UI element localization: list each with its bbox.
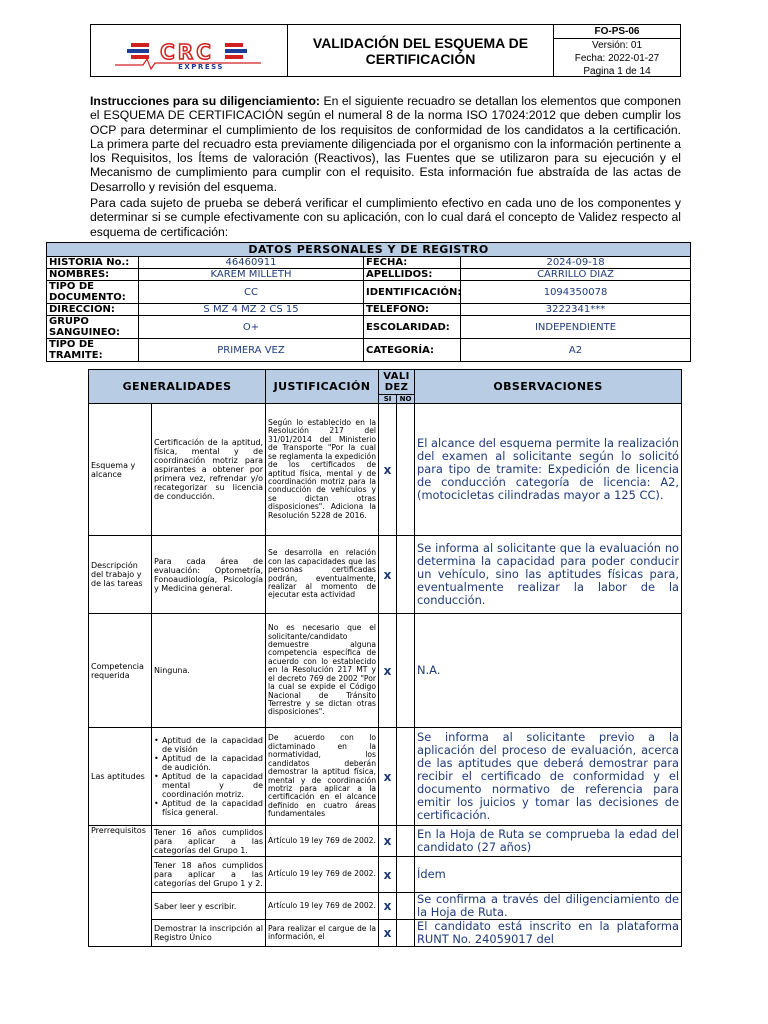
aptitude-item: • Aptitud de la capacidad física general.	[154, 799, 263, 817]
row-observation: N.A.	[415, 614, 682, 728]
label-nombres: NOMBRES:	[47, 269, 139, 281]
row-general: Competencia requerida	[89, 614, 152, 728]
document-version: Versión: 01	[591, 40, 643, 51]
value-escolaridad: INDEPENDIENTE	[461, 316, 691, 339]
row-description: Demostrar la inscripción al Registro Único	[152, 920, 266, 947]
svg-text:CRC: CRC	[160, 40, 214, 64]
row-observation: El candidato está inscrito en la plataforma RUNT No. 24059017 del	[415, 920, 682, 947]
label-fecha: FECHA:	[364, 257, 461, 269]
table-row	[89, 536, 682, 614]
header-observaciones: OBSERVACIONES	[415, 370, 682, 404]
label-tipo-documento: TIPO DE DOCUMENTO:	[47, 281, 139, 304]
value-grupo-sanguineo: O+	[139, 316, 364, 339]
validity-si-mark: x	[379, 404, 397, 536]
row-justification: Se desarrolla en relación con las capacidades que las personas certificadas podrán, eventualmente, realizar al momento de ejecutar esta actividad	[266, 536, 379, 614]
row-general: Esquema y alcance	[89, 404, 152, 536]
value-fecha: 2024-09-18	[461, 257, 691, 269]
validity-no-mark	[397, 920, 415, 947]
label-identificacion: IDENTIFICACIÓN:	[364, 281, 461, 304]
personal-row	[47, 257, 691, 269]
table-row	[89, 857, 682, 893]
validation-table	[88, 369, 682, 947]
table-row	[89, 920, 682, 947]
header-generalidades: GENERALIDADES	[89, 370, 266, 404]
value-tipo-documento: CC	[139, 281, 364, 304]
row-description: Saber leer y escribir.	[152, 893, 266, 920]
table-row	[89, 893, 682, 920]
table-row	[89, 728, 682, 826]
document-code: FO-PS-06	[554, 25, 680, 39]
label-telefono: TELEFONO:	[364, 304, 461, 316]
aptitude-item: • Aptitud de la capacidad mental y de coordinación motriz.	[154, 772, 263, 799]
row-justification: Artículo 19 ley 769 de 2002.	[266, 893, 379, 920]
label-categoria: CATEGORÍA:	[364, 339, 461, 362]
row-justification: Artículo 19 ley 769 de 2002.	[266, 857, 379, 893]
company-logo	[91, 25, 288, 76]
row-observation: Ídem	[415, 857, 682, 893]
row-observation: En la Hoja de Ruta se comprueba la edad del candidato (27 años)	[415, 826, 682, 857]
value-historia: 46460911	[139, 257, 364, 269]
label-apellidos: APELLIDOS:	[364, 269, 461, 281]
row-description: Certificación de la aptitud, física, mental y de coordinación motriz para aspirantes a obtener por primera vez, refrendar y/o recategorizar su licencia de conducción.	[152, 404, 266, 536]
row-description: Para cada área de evaluación: Optometría, Fonoaudiología, Psicología y Medicina general.	[152, 536, 266, 614]
validity-si-mark: x	[379, 857, 397, 893]
personal-row	[47, 269, 691, 281]
svg-text:EXPRESS: EXPRESS	[178, 63, 224, 71]
table-row	[89, 826, 682, 857]
personal-data-heading: DATOS PERSONALES Y DE REGISTRO	[47, 243, 691, 257]
validity-no-mark	[397, 893, 415, 920]
document-date: Fecha: 2022-01-27	[574, 53, 660, 64]
validity-si-mark: x	[379, 893, 397, 920]
validity-si-mark: x	[379, 826, 397, 857]
table-row	[89, 404, 682, 536]
value-telefono: 3222341***	[461, 304, 691, 316]
label-direccion: DIRECCIÓN:	[47, 304, 139, 316]
validity-no-mark	[397, 826, 415, 857]
instructions-paragraph	[90, 94, 681, 194]
row-observation: Se informa al solicitante que la evaluación no determina la capacidad para poder conducir un vehículo, sino las aptitudes físicas para, eventualmente realizar la labor de la conducción.	[415, 536, 682, 614]
document-title: VALIDACIÓN DEL ESQUEMA DE CERTIFICACIÓN	[288, 25, 554, 76]
document-header	[90, 24, 681, 77]
personal-data-table	[46, 242, 691, 362]
validity-no-mark	[397, 857, 415, 893]
validity-si-mark: x	[379, 536, 397, 614]
row-justification: No es necesario que el solicitante/candidato demuestre alguna competencia específica de acuerdo con lo establecido en la Resolución 217 MT y el decreto 769 de 2002 "Por la cual se expide el Código Nacional de Tránsito Terrestre y se dictan otras disposiciones".	[266, 614, 379, 728]
document-meta	[554, 25, 680, 76]
personal-row	[47, 339, 691, 362]
validity-no-mark	[397, 536, 415, 614]
row-general: Las aptitudes	[89, 728, 152, 826]
label-historia: HISTORIA No.:	[47, 257, 139, 269]
row-justification: Para realizar el cargue de la información, el	[266, 920, 379, 947]
validity-si-mark: x	[379, 614, 397, 728]
value-categoria: A2	[461, 339, 691, 362]
value-direccion: S MZ 4 MZ 2 CS 15	[139, 304, 364, 316]
row-general: Prerrequisitos	[89, 826, 152, 947]
header-no: NO	[397, 395, 415, 404]
header-justificacion: JUSTIFICACIÓN	[266, 370, 379, 404]
row-description	[152, 728, 266, 826]
row-description: Ninguna.	[152, 614, 266, 728]
label-tipo-tramite: TIPO DE TRAMITE:	[47, 339, 139, 362]
validity-si-mark: x	[379, 728, 397, 826]
validity-no-mark	[397, 614, 415, 728]
aptitude-item: • Aptitud de la capacidad de audición.	[154, 754, 263, 772]
row-description: Tener 18 años cumplidos para aplicar a las categorías del Grupo 1 y 2.	[152, 857, 266, 893]
instructions-text: En el siguiente recuadro se detallan los elementos que componen el ESQUEMA DE CERTIFICACIÓN según el numeral 8 de la norma ISO 17024:2012 que deben cumplir los OCP para determinar el cumplimiento de los requisitos de conformidad de los candidatos a la certificación. La primera parte del recuadro esta previamente diligenciada por el organismo con la información pertinente a los Requisitos, los Ítems de valoración (Reactivos), las Fuentes que se utilizaron para su ejecución y el Mecanismo de cumplimiento para cumplir con el requisito. Esta información fue abstraída de las actas de Desarrollo y revisión del esquema.	[90, 94, 681, 194]
personal-row	[47, 281, 691, 304]
row-observation: Se confirma a través del diligenciamiento de la Hoja de Ruta.	[415, 893, 682, 920]
validity-si-mark: x	[379, 920, 397, 947]
crc-logo-icon	[113, 33, 263, 73]
personal-row	[47, 304, 691, 316]
aptitude-item: • Aptitud de la capacidad de visión	[154, 736, 263, 754]
instructions-paragraph-2: Para cada sujeto de prueba se deberá verificar el cumplimiento efectivo en cada uno de los componentes y determinar si se cumple efectivamente con su aplicación, con lo cual dará el concepto de Validez respecto al esquema de certificación:	[90, 196, 681, 239]
value-nombres: KAREM MILLETH	[139, 269, 364, 281]
value-identificacion: 1094350078	[461, 281, 691, 304]
row-observation: El alcance del esquema permite la realización del examen al solicitante según lo solicitó para tipo de tramite: Expedición de licencia de conducción categoría de licencia: A2, (motocicletas cilindradas mayor a 125 CC).	[415, 404, 682, 536]
label-grupo-sanguineo: GRUPO SANGUINEO:	[47, 316, 139, 339]
value-tipo-tramite: PRIMERA VEZ	[139, 339, 364, 362]
row-description: Tener 16 años cumplidos para aplicar a las categorías del Grupo 1.	[152, 826, 266, 857]
row-observation: Se informa al solicitante previo a la aplicación del proceso de evaluación, acerca de las aptitudes que deberá demostrar para recibir el certificado de conformidad y el documento normativo de referencia para emitir los juicios y tomar las decisiones de certificación.	[415, 728, 682, 826]
validity-no-mark	[397, 404, 415, 536]
label-escolaridad: ESCOLARIDAD:	[364, 316, 461, 339]
row-justification: Artículo 19 ley 769 de 2002.	[266, 826, 379, 857]
row-justification: Según lo establecido en la Resolución 217 del 31/01/2014 del Ministerio de Transporte "Por la cual se reglamenta la expedición de los certificados de aptitud física, mental y de coordinación motriz para la conducción de vehículos y se dictan otras disposiciones". Adiciona la Resolución 5228 de 2016.	[266, 404, 379, 536]
validity-no-mark	[397, 728, 415, 826]
table-row	[89, 614, 682, 728]
document-page: Pagina 1 de 14	[583, 66, 651, 77]
personal-row	[47, 316, 691, 339]
header-validez: VALI DEZ	[379, 370, 415, 395]
instructions-label: Instrucciones para su diligenciamiento:	[90, 94, 320, 108]
row-general: Descripción del trabajo y de las tareas	[89, 536, 152, 614]
header-si: SI	[379, 395, 397, 404]
row-justification: De acuerdo con lo dictaminado en la normatividad, los candidatos deberán demostrar la aptitud física, mental y de coordinación motriz para aplicar a la certificación en el alcance definido en cuatro áreas fundamentales	[266, 728, 379, 826]
value-apellidos: CARRILLO DIAZ	[461, 269, 691, 281]
